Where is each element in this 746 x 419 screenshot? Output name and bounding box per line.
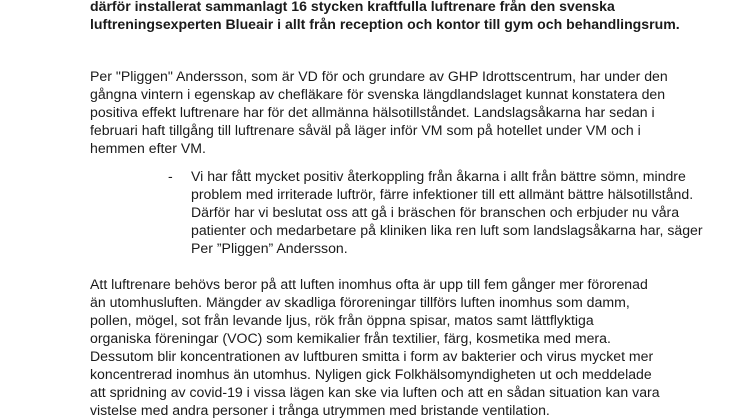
- body-line: Dessutom blir koncentrationen av luftburen smitta i form av bakterier och virus mycket mer: [90, 348, 654, 364]
- body-line: koncentrerad inomhus än utomhus. Nyligen gick Folkhälsomyndigheten ut och meddelade: [90, 366, 652, 382]
- indoor-air-paragraph: [90, 275, 660, 419]
- quote-line: Därför har vi beslutat oss att gå i bräschen för branschen och erbjuder nu våra: [191, 204, 680, 220]
- quote-paragraph: [191, 167, 703, 257]
- body-line: än utomhusluften. Mängder av skadliga föroreningar tillförs luften inomhus som damm,: [90, 294, 630, 310]
- intro-line: luftreningsexperten Blueair i allt från reception och kontor till gym och behandlingsrum.: [90, 16, 680, 32]
- quote-line: problem med irriterade luftrör, färre infektioner till ett allmänt bättre hälsotillstånd.: [191, 186, 694, 202]
- quote-line: patienter och medarbetare på kliniken lika ren luft som landslagsåkarna har, säger: [191, 222, 703, 238]
- intro-line: därför installerat sammanlagt 16 stycken kraftfulla luftrenare från den svenska: [90, 0, 615, 14]
- body-line: Att luftrenare behövs beror på att luften inomhus ofta är upp till fem gånger mer förorenad: [90, 276, 648, 292]
- body-line: hemmen efter VM.: [90, 140, 206, 156]
- pliggen-paragraph: [90, 67, 668, 157]
- body-line: vistelse med andra personer i trånga utrymmen med bristande ventilation.: [90, 402, 550, 418]
- quote-line: Vi har fått mycket positiv återkoppling från åkarna i allt från bättre sömn, mindre: [191, 168, 686, 184]
- body-line: gångna vintern i egenskap av chefläkare för svenska längdlandslaget kunnat konstatera den: [90, 86, 666, 102]
- body-line: att spridning av covid-19 i vissa lägen kan ske via luften och att en sådan situation kan vara: [90, 384, 660, 400]
- body-line: Per "Pliggen" Andersson, som är VD för och grundare av GHP Idrottscentrum, har under den: [90, 68, 668, 84]
- body-line: pollen, mögel, sot från levande ljus, rök från öppna spisar, matos samt lättflyktiga: [90, 312, 594, 328]
- body-line: februari haft tillgång till luftrenare såväl på läger inför VM som på hotellet under VM och i: [90, 122, 641, 138]
- intro-bold-paragraph: [90, 0, 680, 33]
- quote-line: Per ”Pliggen” Andersson.: [191, 240, 348, 256]
- quote-dash-marker: -: [168, 168, 173, 184]
- body-line: organiska föreningar (VOC) som kemikalier från textilier, färg, kosmetika med mera.: [90, 330, 611, 346]
- body-line: positiva effekt luftrenare har för det allmänna hälsotillståndet. Landslagsåkarna har sedan i: [90, 104, 655, 120]
